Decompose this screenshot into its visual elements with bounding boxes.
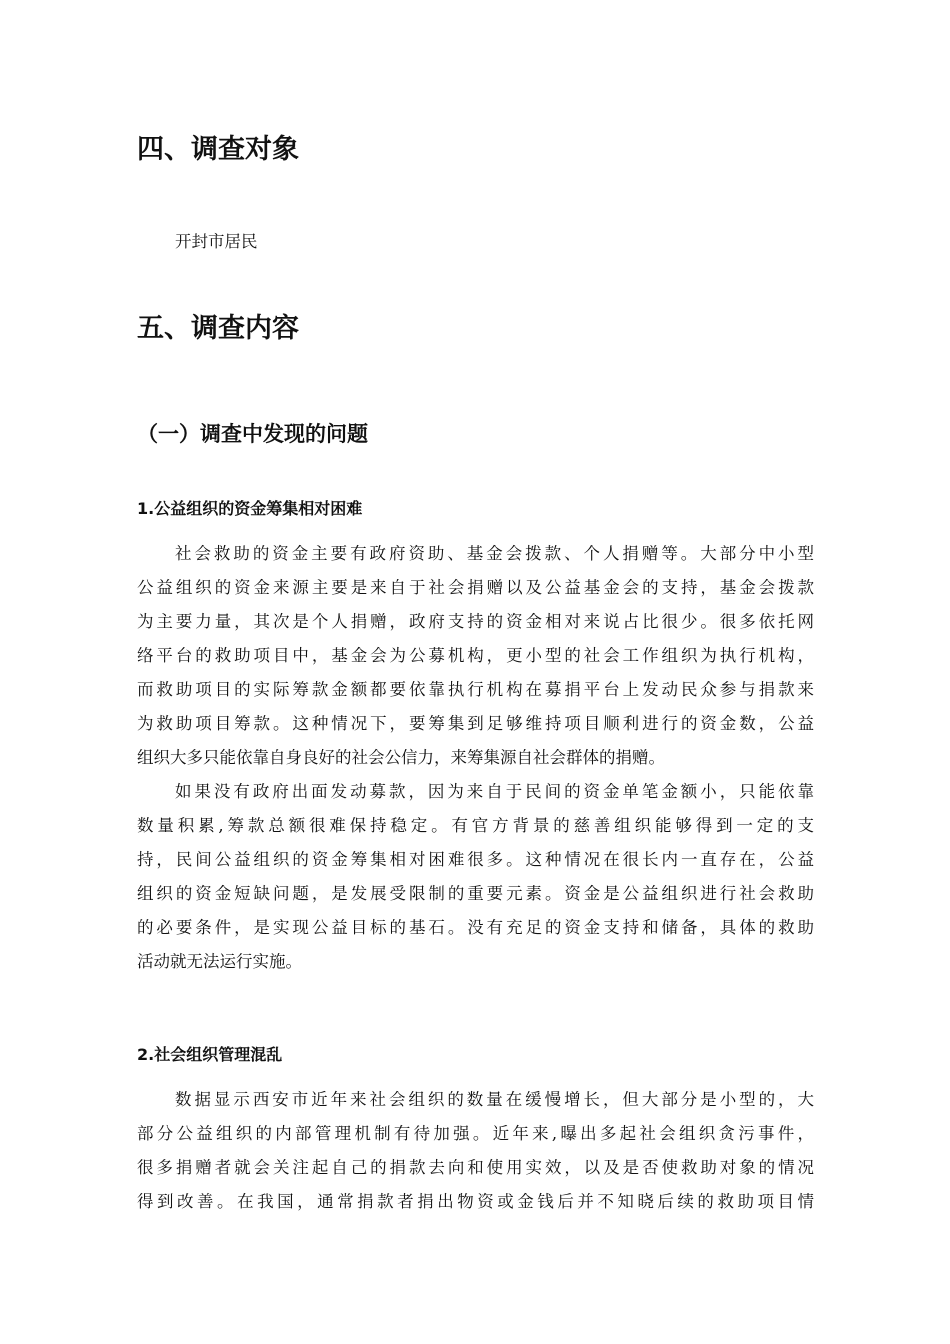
paragraph-line: 为主要力量，其次是个人捐赠，政府支持的资金相对来说占比很少。很多依托网 (137, 612, 814, 631)
paragraph-line: 公益组织的资金来源主要是来自于社会捐赠以及公益基金会的支持，基金会拨款 (137, 578, 814, 597)
paragraph-line: 而救助项目的实际筹款金额都要依靠执行机构在募捐平台上发动民众参与捐款来 (137, 680, 814, 699)
paragraph-line: 为救助项目筹款。这种情况下，要筹集到足够维持项目顺利进行的资金数，公益 (137, 714, 814, 733)
section4-heading: 四、调查对象 (137, 134, 299, 165)
item1-title: 1.公益组织的资金筹集相对困难 (137, 499, 363, 518)
item1-paragraph-1 (137, 537, 814, 775)
paragraph-line: 络平台的救助项目中，基金会为公募机构，更小型的社会工作组织为执行机构， (137, 646, 814, 665)
section4-text: 开封市居民 (175, 232, 258, 251)
paragraph-line: 组织大多只能依靠自身良好的社会公信力，来筹集源自社会群体的捐赠。 (137, 748, 665, 767)
paragraph-line: 组织的资金短缺问题，是发展受限制的重要元素。资金是公益组织进行社会救助 (137, 884, 814, 903)
item2-paragraph-1 (137, 1083, 814, 1219)
paragraph-line: 如果没有政府出面发动募款，因为来自于民间的资金单笔金额小，只能依靠 (175, 782, 814, 801)
paragraph-line: 社会救助的资金主要有政府资助、基金会拨款、个人捐赠等。大部分中小型 (175, 544, 814, 563)
paragraph-line: 部分公益组织的内部管理机制有待加强。近年来,曝出多起社会组织贪污事件， (137, 1124, 814, 1143)
paragraph-line: 得到改善。在我国，通常捐款者捐出物资或金钱后并不知晓后续的救助项目情 (137, 1192, 814, 1211)
paragraph-line: 持，民间公益组织的资金筹集相对困难很多。这种情况在很长内一直存在，公益 (137, 850, 814, 869)
paragraph-line: 数量积累,筹款总额很难保持稳定。有官方背景的慈善组织能够得到一定的支 (137, 816, 814, 835)
section5-heading: 五、调查内容 (137, 313, 299, 344)
item1-paragraph-2 (137, 775, 814, 979)
paragraph-line: 的必要条件，是实现公益目标的基石。没有充足的资金支持和储备，具体的救助 (137, 918, 814, 937)
paragraph-line: 很多捐赠者就会关注起自己的捐款去向和使用实效，以及是否使救助对象的情况 (137, 1158, 814, 1177)
paragraph-line: 活动就无法运行实施。 (137, 952, 302, 971)
section5-subheading: （一）调查中发现的问题 (137, 422, 368, 446)
item2-title: 2.社会组织管理混乱 (137, 1045, 283, 1064)
paragraph-line: 数据显示西安市近年来社会组织的数量在缓慢增长，但大部分是小型的，大 (175, 1090, 814, 1109)
